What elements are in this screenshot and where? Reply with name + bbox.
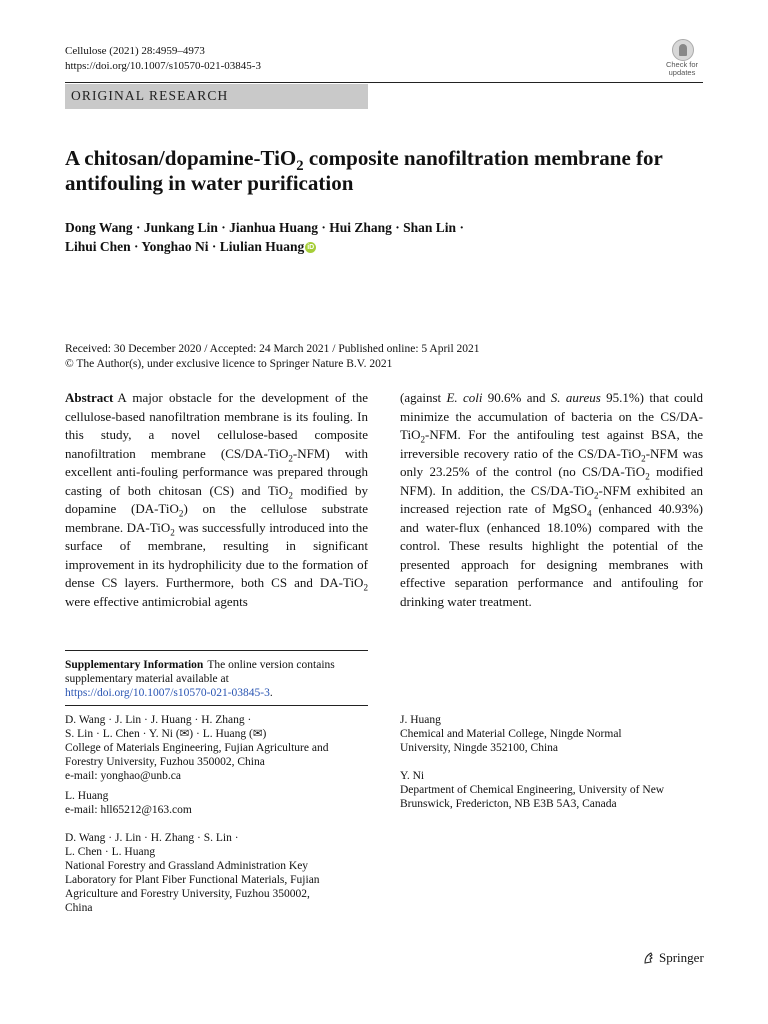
abstract-left-column: Abstract A major obstacle for the development of the cellulose-based nanofiltration membrane is its fouling. In this study, a novel cellulose-based composite nanofiltration membrane (CS/DA-TiO$_2$-NFM) with excellent anti-fouling performance was prepared through casting of both chitosan (CS) and TiO$_2$ modified by dopamine (DA-TiO$_2$) on the cellulose substrate membrane. DA-TiO$_2$ was successfully introduced into the surface of membrane, resulting in significant improvement in its hydrophilicity due to the formation of dense CS layers. Furthermore, both CS and DA-TiO$_2$ were effective antimicrobial agents — [65, 390, 369, 609]
check-for-updates-badge[interactable] — [660, 37, 704, 81]
publication-dates — [65, 342, 705, 371]
section-label-bar — [65, 84, 368, 109]
header-rule — [65, 82, 703, 83]
author-line-1: Dong Wang · Junkang Lin · Jianhua Huang · Hui Zhang · Shan Lin · — [65, 220, 464, 235]
orcid-icon[interactable]: iD — [307, 244, 315, 252]
journal-doi[interactable]: https://doi.org/10.1007/s10570-021-03845-3 — [65, 60, 261, 72]
publisher-logo — [643, 950, 704, 966]
section-label: ORIGINAL RESEARCH — [71, 88, 229, 103]
email-yni[interactable]: e-mail: yonghao@unb.ca — [65, 770, 181, 782]
check-badge-line2: updates — [668, 68, 696, 77]
supplementary-link[interactable]: https://doi.org/10.1007/s10570-021-03845-3 — [65, 687, 270, 699]
affiliation-block-1: D. Wang · J. Lin · J. Huang · H. Zhang · S. Lin · L. Chen · Y. Ni (✉) · L. Huang (✉) College of Materials Engineering, Fujian Agriculture and Forestry University, Fuzhou 350002, China e-mail: yonghao@unb.ca — [65, 713, 368, 783]
copyright-line: © The Author(s), under exclusive licence to Springer Nature B.V. 2021 — [65, 357, 393, 370]
affiliation-block-2: L. Huang e-mail: hll65212@163.com — [65, 789, 368, 817]
author-line-2: Lihui Chen · Yonghao Ni · Liulian Huang iD — [65, 239, 315, 254]
article-title: A chitosan/dopamine-TiO$_2$ composite nanofiltration membrane for antifouling in water purification — [65, 146, 663, 195]
affiliation-block-5: Y. Ni Department of Chemical Engineering, University of New Brunswick, Fredericton, NB E3B 5A3, Canada — [400, 770, 665, 810]
abstract-heading: Abstract — [65, 390, 114, 405]
publisher-name: Springer — [659, 950, 704, 965]
affiliations-rule — [65, 705, 368, 706]
author-list — [65, 218, 705, 256]
dates-line: Received: 30 December 2020 / Accepted: 24 March 2021 / Published online: 5 April 2021 — [65, 343, 480, 355]
affiliation-block-4: J. Huang Chemical and Material College, Ningde Normal University, Ningde 352100, China — [400, 714, 622, 754]
affiliation-block-3: D. Wang · J. Lin · H. Zhang · S. Lin · L. Chen · L. Huang National Forestry and Grassland Administration Key Laboratory for Plant Fiber Functional Materials, Fujian Agriculture and Forestry University, Fuzhou 350002, China — [65, 832, 320, 914]
journal-info — [65, 44, 261, 74]
supplementary-rule — [65, 650, 368, 651]
journal-citation: Cellulose (2021) 28:4959–4973 — [65, 45, 205, 57]
supplementary-info: Supplementary Information The online version contains supplementary material available at https://doi.org/10.1007/s10570-021-03845-3. — [65, 659, 335, 699]
bookmark-icon — [672, 39, 694, 61]
check-badge-line1: Check for — [665, 60, 699, 69]
supplementary-heading: Supplementary Information — [65, 659, 204, 671]
email-lhuang[interactable]: e-mail: hll65212@163.com — [65, 804, 192, 816]
abstract-right-column: (against E. coli 90.6% and S. aureus 95.1%) that could minimize the accumulation of bacteria on the CS/DA-TiO$_2$-NFM. For the antifouling test against BSA, the irreversible recovery ratio of the CS/DA-TiO$_2$-NFM was only 23.25% of the control (no CS/DA-TiO$_2$ modified NFM). In addition, the CS/DA-TiO$_2$-NFM exhibited an increased rejection rate of MgSO$_4$ (enhanced 40.93%) and water-flux (enhanced 18.10%) compared with the control. These results highlight the potential of the presented approach for designing membranes with effective separation performance and antifouling for drinking water treatment. — [400, 390, 704, 609]
springer-horse-icon — [643, 952, 655, 964]
